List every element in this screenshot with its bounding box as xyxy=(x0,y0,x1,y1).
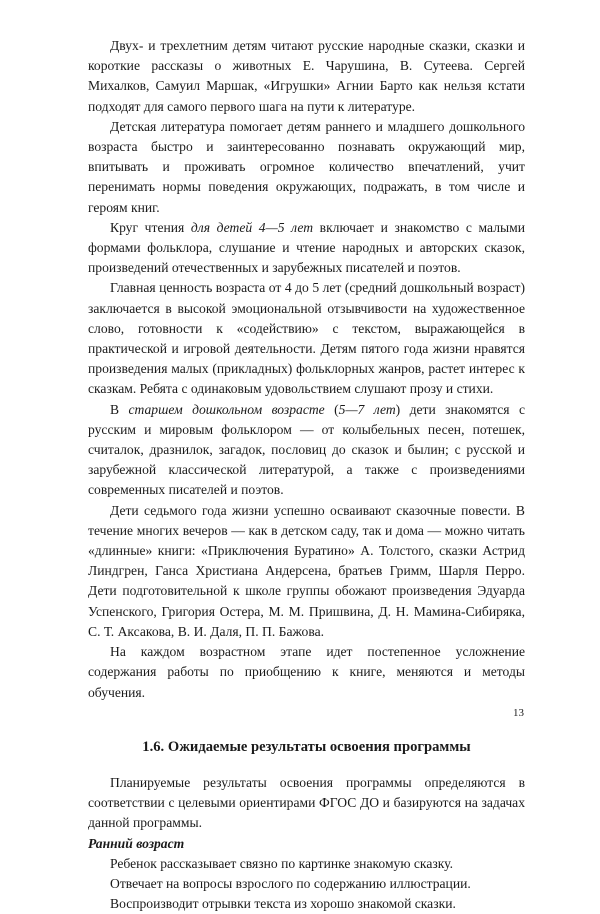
section-heading: 1.6. Ожидаемые результаты освоения программы xyxy=(142,738,471,755)
text-run: Главная ценность возраста от 4 до 5 лет (средний дошкольный возраст) заключается в высокой эмоциональной отзывчивости на художественное слово, готовности к «содействию» с текстом, выражающейся в практической и игровой деятельности. Детям пятого года жизни нравятся произведения малых (прикладных) фольклорных жанров, растет интерес к сказкам. Ребята с одинаковым удовольствием слушают прозу и стихи. xyxy=(88,280,525,397)
text-run: Детская литература помогает детям раннего и младшего дошкольного возраста быстро и заинтересованно познавать окружающий мир, впитывать и проживать огромное количество впечатлений, учит перенимать нормы поведения окружающих, подражать, в том числе и героям книг. xyxy=(88,118,525,215)
page-content xyxy=(88,36,525,914)
body-paragraph xyxy=(88,278,525,399)
section-intro: Планируемые результаты освоения программы определяются в соответствии с целевыми ориентирами ФГОС ДО и базируются на задачах данной программы. xyxy=(88,774,525,831)
text-run: Двух- и трехлетним детям читают русские народные сказки, сказки и короткие рассказы о животных Е. Чарушина, В. Сутеева. Сергей Михалков, Самуил Маршак, «Игрушки» Агнии Барто как нельзя кстати подходят для самого первого шага на пути к литературе. xyxy=(88,38,525,114)
text-run: Дети седьмого года жизни успешно осваивают сказочные повести. В течение многих вечеров — как в детском саду, так и дома — можно читать «длинные» книги: «Приключения Буратино» А. Толстого, сказки Астрид Линдгрен, Ганса Христиана Андерсена, братьев Гримм, Шарля Перро. Дети подготовительной к школе группы обожают произведения Эдуарда Успенского, Григория Остера, М. М. Пришвина, Д. Н. Мамина-Сибиряка, С. Т. Аксакова, В. И. Даля, П. П. Бажова. xyxy=(88,502,525,639)
result-item: Ребенок рассказывает связно по картинке знакомую сказку. xyxy=(110,855,453,871)
body-paragraph xyxy=(88,36,525,117)
italic-run: 5—7 лет xyxy=(338,401,396,417)
result-list xyxy=(88,854,525,914)
text-run: ( xyxy=(324,401,339,417)
italic-run: для детей 4—5 лет xyxy=(190,219,314,235)
text-run: Круг чтения xyxy=(110,219,191,235)
text-run: ) дети знакомятся с русским и мировым фольклором — от колыбельных песен, потешек, считалок, дразнилок, загадок, пословиц до сказок и былин; с русской и зарубежной классической литературой, а также с произведениями современных писателей и поэтов. xyxy=(88,401,525,498)
text-run: В xyxy=(110,401,129,417)
section-subheading: Ранний возраст xyxy=(88,835,185,851)
result-item: Отвечает на вопросы взрослого по содержанию иллюстрации. xyxy=(110,875,471,891)
body-paragraph xyxy=(88,400,525,501)
body-paragraph xyxy=(88,642,525,703)
body-paragraphs xyxy=(88,36,525,703)
text-run: На каждом возрастном этапе идет постепенное усложнение содержания работы по приобщению к книге, меняются и методы обучения. xyxy=(88,644,525,700)
italic-run: старшем дошкольном возрасте xyxy=(128,401,325,417)
result-item: Воспроизводит отрывки текста из хорошо знакомой сказки. xyxy=(110,896,456,912)
page-number: 13 xyxy=(513,707,524,719)
body-paragraph xyxy=(88,218,525,279)
body-paragraph xyxy=(88,501,525,642)
text-run: включает и знакомство с малыми формами фольклора, слушание и чтение народных и авторских сказок, произведений отечественных и зарубежных писателей и поэтов. xyxy=(88,219,526,276)
body-paragraph xyxy=(88,117,525,218)
